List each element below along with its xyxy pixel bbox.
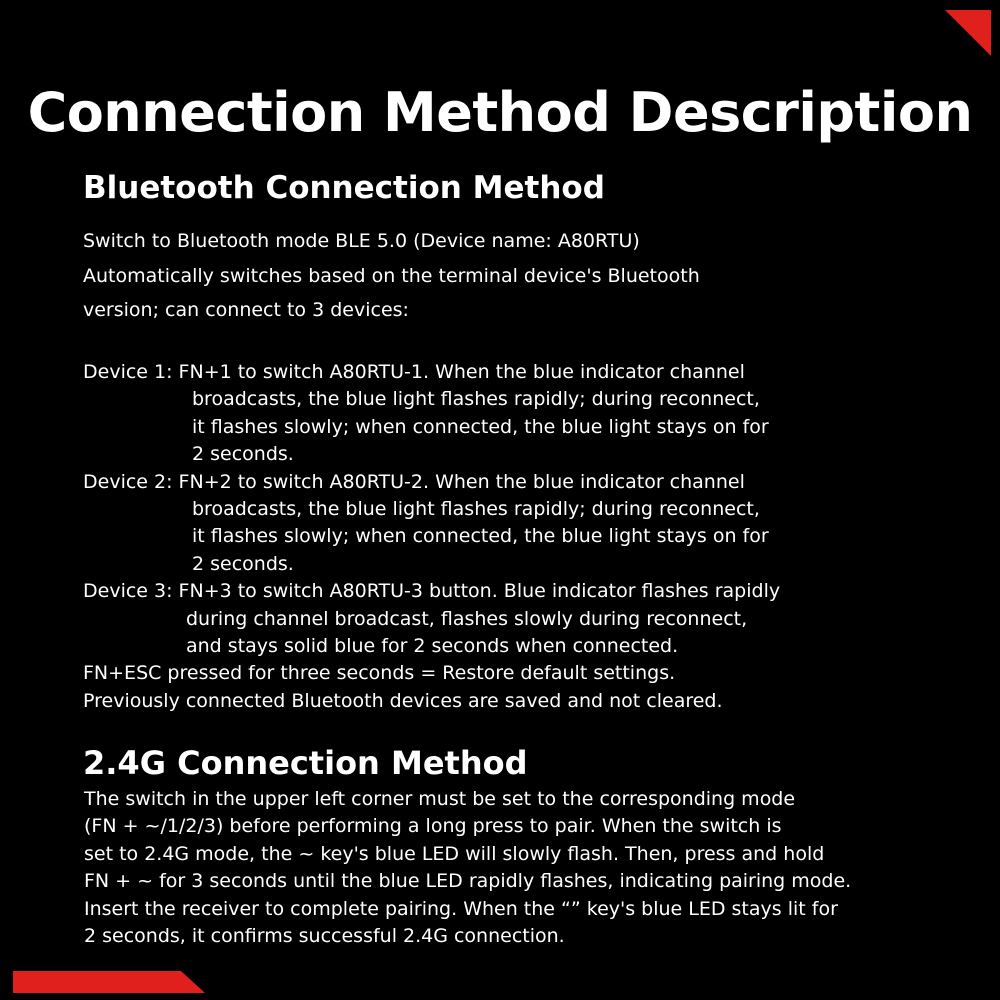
intro-line: version; can connect to 3 devices: bbox=[83, 299, 409, 321]
device2-line: broadcasts, the blue light flashes rapidly; during reconnect, bbox=[192, 498, 760, 521]
bluetooth-intro bbox=[83, 224, 883, 328]
bluetooth-heading: Bluetooth Connection Method bbox=[83, 170, 605, 206]
g24-line: FN + ~ for 3 seconds until the blue LED rapidly flashes, indicating pairing mode. bbox=[84, 870, 852, 893]
g24-heading: 2.4G Connection Method bbox=[83, 744, 528, 782]
g24-line: Insert the receiver to complete pairing. When the “” key's blue LED stays lit for bbox=[84, 897, 838, 920]
device3-line: Device 3: FN+3 to switch A80RTU-3 button. Blue indicator flashes rapidly bbox=[83, 580, 781, 603]
device2-line: it flashes slowly; when connected, the blue light stays on for bbox=[192, 525, 769, 548]
bluetooth-device-list bbox=[83, 359, 963, 715]
intro-line: Automatically switches based on the terminal device's Bluetooth bbox=[83, 264, 700, 287]
intro-line: Switch to Bluetooth mode BLE 5.0 (Device name: A80RTU) bbox=[83, 230, 640, 252]
g24-paragraph bbox=[84, 786, 984, 950]
device2-line: Device 2: FN+2 to switch A80RTU-2. When the blue indicator channel bbox=[83, 470, 745, 493]
corner-accent-bottom-left bbox=[13, 971, 205, 993]
device2-line: 2 seconds. bbox=[192, 552, 294, 575]
device1-line: it flashes slowly; when connected, the blue light stays on for bbox=[192, 415, 769, 438]
g24-line: The switch in the upper left corner must be set to the corresponding mode bbox=[84, 788, 796, 810]
g24-line: (FN + ~/1/2/3) before performing a long press to pair. When the switch is bbox=[84, 815, 782, 838]
device3-line: and stays solid blue for 2 seconds when connected. bbox=[186, 635, 679, 658]
saved-devices-line: Previously connected Bluetooth devices are saved and not cleared. bbox=[83, 689, 723, 712]
page-title: Connection Method Description bbox=[27, 81, 973, 144]
device1-line: broadcasts, the blue light flashes rapidly; during reconnect, bbox=[192, 388, 760, 411]
reset-line: FN+ESC pressed for three seconds = Restore default settings. bbox=[83, 662, 676, 685]
device1-line: Device 1: FN+1 to switch A80RTU-1. When the blue indicator channel bbox=[83, 361, 745, 383]
corner-accent-top-right bbox=[945, 10, 991, 56]
device3-line: during channel broadcast, flashes slowly during reconnect, bbox=[186, 607, 748, 630]
g24-line: set to 2.4G mode, the ~ key's blue LED will slowly flash. Then, press and hold bbox=[84, 842, 825, 865]
device1-line: 2 seconds. bbox=[192, 443, 294, 466]
g24-line: 2 seconds, it confirms successful 2.4G connection. bbox=[84, 925, 565, 948]
